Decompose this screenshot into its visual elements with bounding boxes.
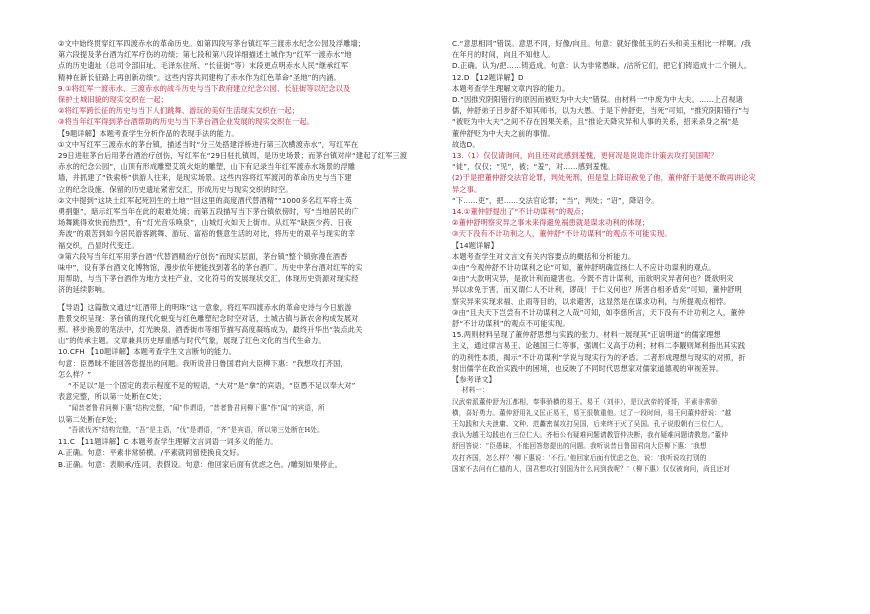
text-line: 舒回答说：“臣愚昧，不能回答您提出的问题。我听说昔日鲁国君向大臣柳下惠：‘我想	[452, 442, 707, 451]
text-line: 本题考查学生对文言文有关内容要点的概括和分析能力。	[452, 251, 636, 261]
text-line: 的功利性本质，揭示“不计功谋利”学说与现实行为的矛盾。二者形成理想与现实的对照，折	[452, 352, 746, 362]
text-line: “被贬为中大夫”之间不存在因果关系，且“推论天降灾异和人事的关系，招来杀身之祸”是	[452, 117, 739, 127]
text-line: 王勾践和大夫泄庸、文种、范蠡密谋攻打吴国，后来终于灭了吴国。孔子说殷朝有三位仁人，	[452, 419, 728, 428]
text-line: 异以求免于害，而又谓仁人不计利，谬哉！于仁义何也？所害自相矛盾矣”可知，董仲舒明	[452, 285, 742, 295]
text-line: “不足以”是一个固定的表示程度不足的短语，“大对”是“拿”的宾语，“臣愚不足以奉大对”	[68, 381, 356, 391]
text-line: ①由“今观仲舒不计功谋利之论”可知，董仲舒明确宣扬仁人不应计功谋利的观点。	[452, 263, 716, 273]
text-line: ①文中写红军三渡赤水的茅台镇，描述当时“分三处搭建浮桥进行第三次横渡赤水”，写红军在	[58, 139, 359, 149]
answer-line: 9.①将红军一渡赤水、三渡赤水的战斗历史与当下政府建立纪念公园、长征街等以纪念以及	[58, 83, 351, 93]
text-line: 15.两则材料呈现了董仲舒思想与实践的张力。材料一展现其“正谊明道”的儒家理想	[452, 330, 721, 340]
text-line: 第六段提及茅台酒为红军疗伤的功绩；第七段和第八段详细描述土城作为“红军一渡赤水”地	[58, 50, 352, 60]
answer-line: ③天下没有不计功利之人，董仲舒“不计功谋利”的观点不可能实现。	[452, 229, 672, 239]
text-line: 【参考译文】	[452, 375, 496, 385]
text-line: 舒“不计功谋利”的观点不可能实现。	[452, 319, 570, 329]
text-line: 【14题详解】	[452, 240, 499, 250]
answer-line: 保护土城旧貌的现实交织在一起；	[58, 95, 168, 105]
text-line: 立的纪念设施、保留的历史遗址紧密交汇，形成历史与现实交织的时空。	[58, 184, 293, 194]
right-column	[452, 38, 847, 606]
text-line: 横，喜好勇力。董仲舒用礼义匡正易王，易王很敬重他。过了一段时间，易王问董仲舒说：“越	[452, 408, 732, 417]
text-line: “徒”，仅仅；“见”，被；“羞”，对……感到羞愧。	[452, 162, 615, 172]
text-line: 我认为越王勾践也有三位仁人。齐桓公有疑难问题请教管仲决断，我有疑难问题请教您。”董仲	[452, 431, 728, 440]
text-line: “闻昔者鲁君问柳下惠”结构完整，“闻”作谓语，“昔者鲁君问柳下惠”作“闻”的宾语，所	[68, 403, 325, 412]
text-line: 汉武帝派董仲舒为江都相，奉事骄横的易王。易王（刘非），是汉武帝的哥哥，平素非常骄	[452, 397, 718, 406]
answer-line: 14.①董仲舒提出了“不计功谋利”的观点；	[452, 207, 589, 217]
text-line: 主义，通过律言易王、论越国三仁等事，强调仁义高于功利；材料二李觏则犀利指出其实践	[452, 341, 746, 351]
text-line: 儒，仲舒弟子吕步舒不知其师书，以为大愚。于是下仲舒吏，当死”可知，“推究阴阳错行”与	[452, 106, 750, 116]
text-line: 以第二处断在F处；	[58, 414, 121, 424]
answer-line: (2)于是把董仲舒交法官论罪，判处死刑，但是皇上降诏赦免了他，董仲舒于是便不敢再讲论灾	[452, 173, 756, 183]
text-line: 精神在新长征路上再创新功绩”。这些内容共同建构了赤水作为红色革命“圣地”的内涵。	[58, 72, 341, 82]
text-line: ③由“且夫天下岂尝有不计功谋利之人哉”可知，如李慈所言，天下没有不计功利之人，董仲	[452, 307, 745, 317]
answer-line: ③将当年红军得到茅台酒帮助的历史与当下茅台酒企业发展的现实交织在一起。	[58, 117, 314, 127]
text-line: 表意完整，所以第一处断在C处；	[58, 392, 166, 402]
text-line: “吾欲伐齐”结构完整，“吾”是主语，“伐”是谓语，“齐”是宾语，所以第三处断在H处。	[68, 425, 324, 434]
text-line: 材料一：	[462, 386, 489, 395]
text-line: ②由“大款明灾异，是欲计利而避害也。今既不肯计谋利，而欲明灾异者何也？既欲明灾	[452, 274, 734, 284]
answer-line: 13.（1）仅仅请询问，向且还对此感到羞愧，更何况是说诡诈计策去攻打吴国呢？	[452, 151, 718, 161]
text-line: 照。移步换景的笔法中，灯光映泉、酒香街市等细节描写高度凝练成为，最终升华出“装点此关	[58, 325, 363, 335]
text-line: ②文中始终贯穿红军四渡赤水的革命历史。如第四段写茅台镇红军三渡赤水纪念公园及浮雕墙；	[58, 39, 366, 48]
text-line: 【9题详解】本题考查学生分析作品的表现手法的能力。	[58, 128, 239, 138]
text-line: 在年月的时间，向且不知他人。	[452, 50, 555, 60]
text-line: D.正确。认为/把……铸造成。句意：认为非常愚昧。/沽所它们，把它们铸造成十二个铜人。	[452, 61, 752, 71]
text-line: B.正确。句意：表顺承/连词，表假设。句意：他回家后面有优虑之色。/雕刻如果停止。	[58, 459, 342, 469]
text-line: 场舞跳得欢快而热烈”，有“灯光音乐唤泉”，山城灯火如天上街市。从红军“缺医少药、日夜	[58, 218, 353, 228]
text-line: 赤水的纪念公园”，山顶有形成雕塑艾筑火炬的雕塑，山下有记录当年红军渡赤水场景的浮雕	[58, 162, 356, 172]
answer-line: 异之事。	[452, 184, 482, 194]
text-line: 胜景交织呈现：茅台镇的现代化蜕变与红色雕塑纪念时空对话，土城古镇与新农舍构成发展对	[58, 313, 359, 323]
text-line: 故选D。	[452, 139, 480, 149]
text-line: 勇捐躯”，暗示红军当年在此的艰难处境；而第五段描写当下茅台镇依傍时，写“当地居民的广	[58, 207, 359, 217]
text-line: 山”的传承主题。文章兼具历史厚重感与时代气象，展现了红色文化的当代生命力。	[58, 336, 326, 346]
text-line: 济的延续影响。	[58, 285, 110, 295]
text-line: 察灾异来实现求福、止雨等目的，以求避害，这显然是在谋求功利，与所提观点相悖。	[452, 296, 731, 306]
text-line: ②文中提到“这块土红军起死回生的土地”“回这里的高度酒代替酒精”“1000多名红军将士英	[58, 195, 353, 205]
text-line: 29日进驻茅台后用茅台酒治疗创伤，写红军在“29日驻扎镇周，是历史场景；而茅台镇对岸“建起了红军三渡	[58, 151, 408, 161]
left-column	[58, 38, 443, 606]
text-line: 奔波”的艰苦到如今居民游客跳舞、游玩、富裕的惬意生活的对比，将历史的艰辛与现实的幸	[58, 229, 356, 239]
text-line: 董仲舒贬为中大夫之前的事情。	[452, 128, 555, 138]
text-line: 国家不去问有仁德的人，国君想攻打别国为什么问到我呢？’（柳下惠）仅仅被询问，尚且还对	[452, 464, 730, 473]
text-line: 味中”，设有茅台酒文化博物馆，漫步依年便能找到著名的茅台酒厂。历史中茅台酒对红军的实	[58, 263, 363, 273]
text-line: 【导语】这篇散文通过“红酒带上的明珠”这一意象，将红军四渡赤水的革命史诗与今日旅游	[58, 302, 352, 312]
answer-line: ②将红军跨长征的历史与当下人们跳舞、游玩的美好生活现实交织在一起；	[58, 106, 300, 116]
text-line: 句意：臣愚昧不能回答您提出的问题。我听说昔日鲁国君向大臣柳下惠：“我想攻打齐国，	[58, 358, 348, 368]
text-line: 11.C 【11题详解】C 本题考查学生理解文言词语一词多义的能力。	[58, 437, 278, 447]
text-line: C.“意思相同”错误。意思不同，好像/向且。句意：就好像低玉的石头和美玉相比一样啊。/我	[452, 39, 752, 48]
text-line: ③第六段写当年红军用茅台酒“代替酒精治疗创伤”而现实层面，茅台镇“整个镇弥漫在酒香	[58, 251, 348, 261]
text-line: 本题考查学生理解文章内容的能力。	[452, 83, 570, 93]
text-line: “下……吏”，把……交法官论罪；“当”，判处；“诏”，降诏令。	[452, 195, 659, 205]
text-line: 怎么样？”	[58, 369, 92, 379]
text-line: A.正确。句意：平素非常骄横。/平素就同留使换良交好。	[58, 448, 244, 458]
answer-line: ②董仲舒明察灾异之事未来得避免祸患就是谋求功利的体现；	[452, 218, 650, 228]
text-line: 攻打齐国，怎么样？’柳下惠说：‘不行。’他回家后面有忧虑之色，说：‘我听说攻打别的	[452, 453, 707, 462]
text-line: 12.D 【12题详解】D	[452, 72, 524, 82]
text-line: 射出儒学在政治实践中的困境，也反映了不同时代思想家对儒家道德观的审视差异。	[452, 363, 724, 373]
text-line: 点的历史遗址（总司令部旧址、毛泽东住所、“长征街”等）末段更点明赤水人民“继承红军	[58, 61, 349, 71]
text-line: 用帮助，与当下茅台酒作为地方支柱产业、文化符号的发展现状交汇，体现历史资源对现实经	[58, 274, 359, 284]
text-line: 福交织，凸显时代变迁。	[58, 240, 139, 250]
text-line: 10.CFH 【10题详解】本题考查学生文言断句的能力。	[58, 347, 237, 357]
text-line: 墙，并抓建了“铁索桥”供游人往来，是现实场景。这些内容将红军渡河的革命历史与当下建	[58, 173, 352, 183]
text-line: D.“因推究阴阳错行的原因而被贬为中大夫”错误。由材料一“中废为中大夫。……上召视诸	[452, 95, 743, 105]
